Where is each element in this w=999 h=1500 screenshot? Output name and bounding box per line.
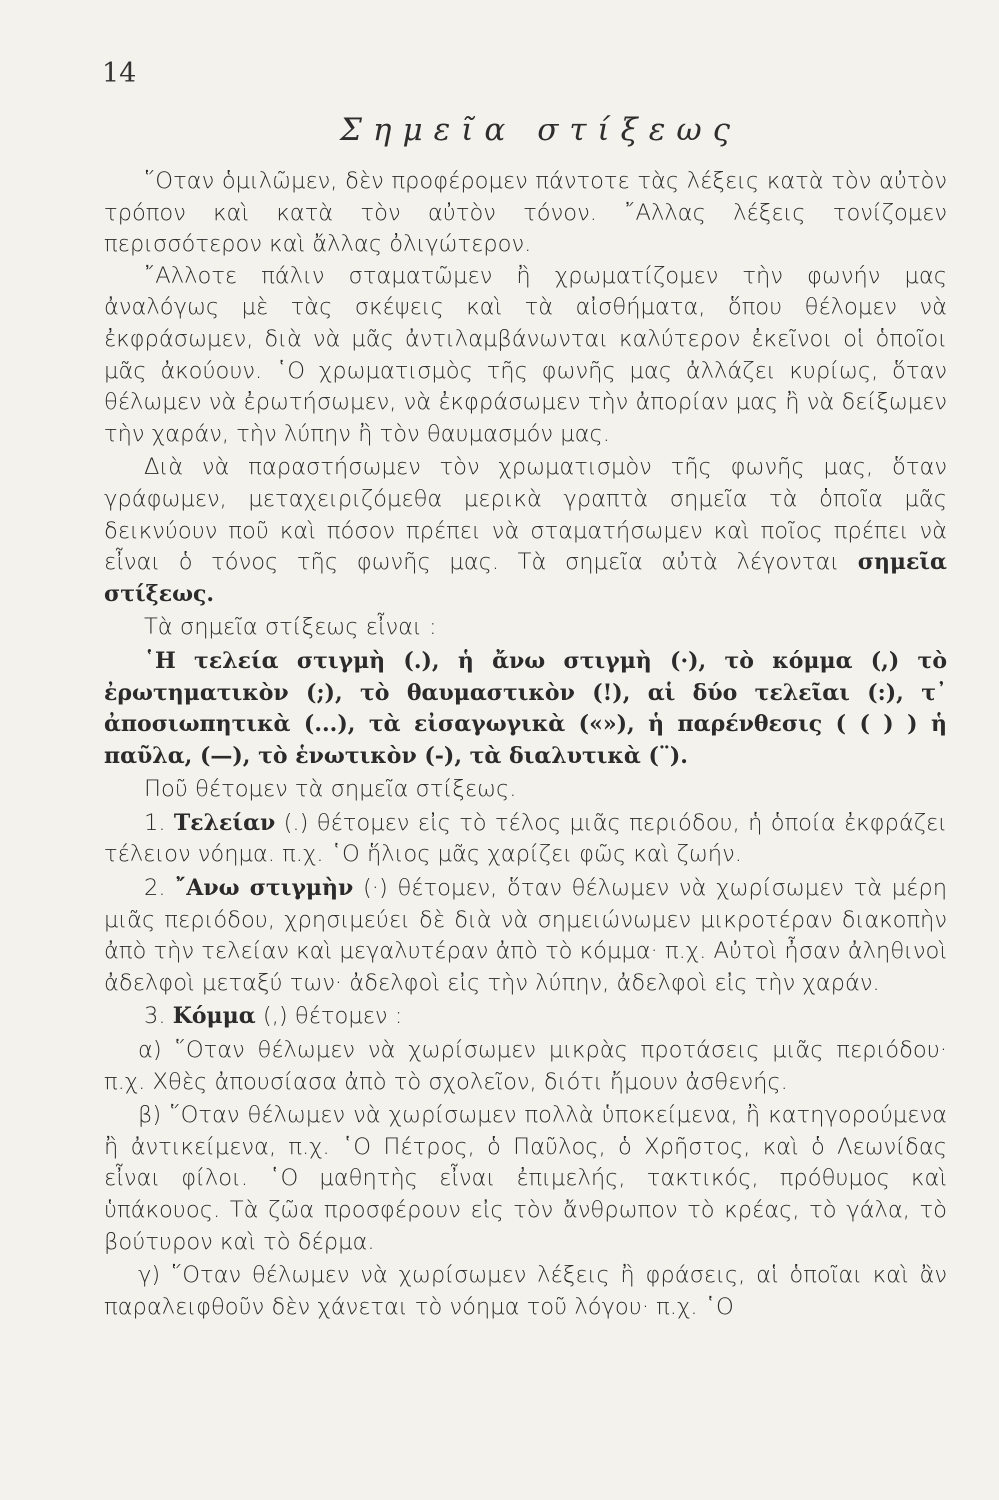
page-number: 14 <box>102 58 137 89</box>
term-punctuation-marks: σημεῖα στίξεως. <box>104 549 947 607</box>
page-title: Σημεῖα στίξεως <box>339 112 742 148</box>
list-text: (·) θέτομεν, ὅταν θέλωμεν νὰ χωρίσωμεν τὰ μέρη μιᾶς περιόδου, χρησιμεύει δὲ διὰ νὰ σημειώνωμεν μικροτέραν διακοπὴν ἀπὸ τὴν τελείαν καὶ μεγαλυτέραν ἀπὸ τὸ κόμμα· π.χ. Αὐτοὶ ἦσαν ἀληθινοὶ ἀδελφοὶ μεταξύ των· ἀδελφοὶ εἰς τὴν λύπην, ἀδελφοὶ εἰς τὴν χαράν. <box>104 875 948 996</box>
list-term: Τελείαν <box>173 809 276 836</box>
list-number: 2. <box>144 875 166 902</box>
list-item-upper-dot <box>104 873 947 999</box>
list-term: Κόμμα <box>172 1003 256 1030</box>
paragraph-intro-2: ῎Αλλοτε πάλιν σταματῶμεν ἢ χρωματίζομεν τὴν φωνήν μας ἀναλόγως μὲ τὰς σκέψεις καὶ τὰ αἰσθήματα, ὅπου θέλομεν νὰ ἐκφράσωμεν, διὰ νὰ μᾶς ἀντιλαμβάνωνται καλύτερον ἐκεῖνοι οἱ ὁποῖοι μᾶς ἀκούουν. ῾Ο χρωματισμὸς τῆς φωνῆς μας ἀλλάζει κυρίως, ὅταν θέλωμεν νὰ ἐρωτήσωμεν, νὰ ἐκφράσωμεν τὴν ἀπορίαν μας ἢ νὰ δείξωμεν τὴν χαράν, τὴν λύπην ἢ τὸν θαυμασμόν μας. <box>104 262 947 447</box>
paragraph-marks-list: ῾Η τελεία στιγμὴ (.), ἡ ἄνω στιγμὴ (·), τὸ κόμμα (,) τὸ ἐρωτηματικὸν (;), τὸ θαυμαστικὸν (!), αἱ δύο τελεῖαι (:), τ᾽ ἀποσιωπητικὰ (...), τὰ εἰσαγωγικὰ («»), ἡ παρένθεσις ( ( ) ) ἡ παῦλα, (—), τὸ ἑνωτικὸν (-), τὰ διαλυτικὰ (¨). <box>104 647 947 769</box>
list-number: 3. <box>144 1003 166 1030</box>
paragraph-intro-1: ῞Οταν ὁμιλῶμεν, δὲν προφέρομεν πάντοτε τὰς λέξεις κατὰ τὸν αὐτὸν τρόπον καὶ κατὰ τὸν αὐτὸν τόνον. ῎Αλλας λέξεις τονίζομεν περισσότερον καὶ ἄλλας ὀλιγώτερον. <box>104 168 947 258</box>
paragraph-intro-3-text: Διὰ νὰ παραστήσωμεν τὸν χρωματισμὸν τῆς φωνῆς μας, ὅταν γράφωμεν, μεταχειριζόμεθα μερικὰ γραπτὰ σημεῖα τὰ ὁποῖα μᾶς δεικνύουν ποῦ καὶ πόσον πρέπει νὰ σταματήσωμεν καὶ ποῖος πρέπει νὰ εἶναι ὁ τόνος τῆς φωνῆς μας. Τὰ σημεῖα αὐτὰ λέγονται <box>104 454 947 576</box>
sub-item-a: α) ῞Οταν θέλωμεν νὰ χωρίσωμεν μικρὰς προτάσεις μιᾶς περιόδου· π.χ. Χθὲς ἀπουσίασα ἀπὸ τὸ σχολεῖον, διότι ἤμουν ἀσθενής. <box>104 1037 947 1095</box>
sub-item-c: γ) ῞Οταν θέλωμεν νὰ χωρίσωμεν λέξεις ἢ φράσεις, αἱ ὁποῖαι καὶ ἂν παραλειφθοῦν δὲν χάνεται τὸ νόημα τοῦ λόγου· π.χ. ῾Ο <box>104 1262 947 1320</box>
paragraph-usage-heading: Ποῦ θέτομεν τὰ σημεῖα στίξεως. <box>144 776 517 803</box>
list-text: (.) θέτομεν εἰς τὸ τέλος μιᾶς περιόδου, ἡ ὁποία ἐκφράζει τέλειον νόημα. π.χ. ῾Ο ἥλιος μᾶς χαρίζει φῶς καὶ ζωήν. <box>104 809 947 868</box>
paragraph-marks-heading: Τὰ σημεῖα στίξεως εἶναι : <box>144 614 437 641</box>
list-number: 1. <box>144 809 166 836</box>
paragraph-intro-3 <box>104 452 947 610</box>
list-term: ῎Ανω στιγμὴν <box>175 875 354 902</box>
list-item-comma <box>104 1001 947 1033</box>
list-text: (,) θέτομεν : <box>262 1003 403 1030</box>
list-item-full-stop <box>104 808 947 871</box>
sub-item-b: β) ῞Οταν θέλωμεν νὰ χωρίσωμεν πολλὰ ὑποκείμενα, ἢ κατηγορούμενα ἢ ἀντικείμενα, π.χ. ῾Ο Πέτρος, ὁ Παῦλος, ὁ Χρῆστος, καὶ ὁ Λεωνίδας εἶναι φίλοι. ῾Ο μαθητὴς εἶναι ἐπιμελής, τακτικός, πρόθυμος καὶ ὑπάκουος. Τὰ ζῶα προσφέρουν εἰς τὸν ἄνθρωπον τὸ κρέας, τὸ γάλα, τὸ βούτυρον καὶ τὸ δέρμα. <box>104 1102 947 1255</box>
